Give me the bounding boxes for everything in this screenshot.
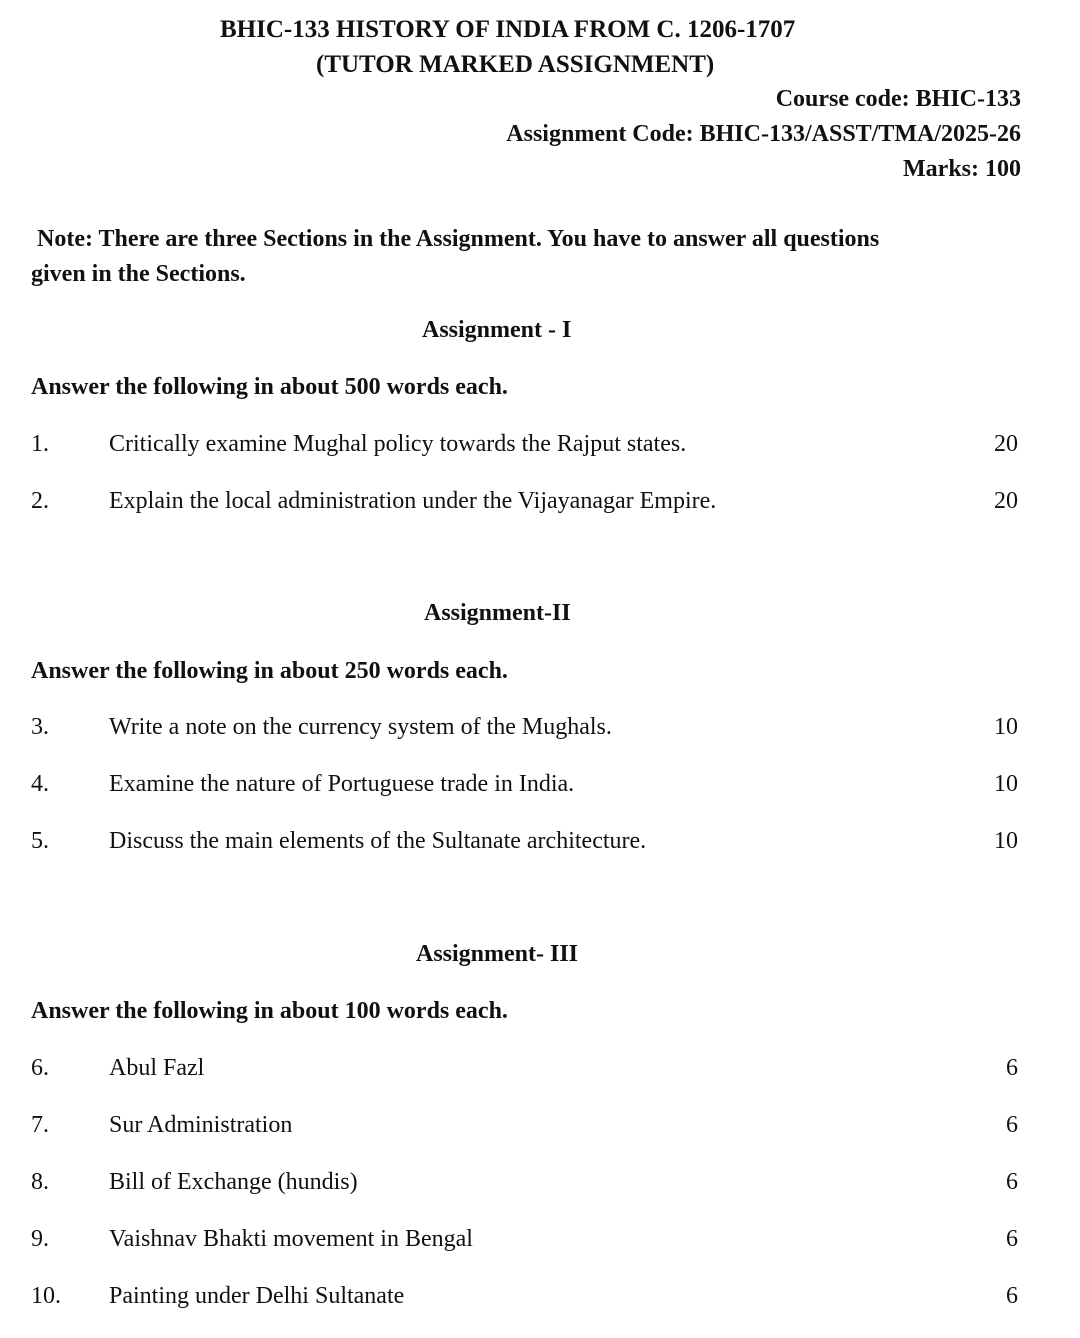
question-number: 6.	[31, 1055, 49, 1081]
document-title: BHIC-133 HISTORY OF INDIA FROM C. 1206-1707	[220, 16, 796, 43]
question-text: Sur Administration	[109, 1112, 293, 1138]
question-marks: 6	[1006, 1169, 1018, 1195]
question-number: 2.	[31, 488, 49, 514]
question-text: Write a note on the currency system of the Mughals.	[109, 714, 612, 740]
section-instruction: Answer the following in about 100 words each.	[31, 998, 508, 1024]
question-marks: 6	[1006, 1283, 1018, 1309]
question-text: Critically examine Mughal policy towards the Rajput states.	[109, 431, 687, 457]
question-text: Vaishnav Bhakti movement in Bengal	[109, 1226, 473, 1252]
question-marks: 6	[1006, 1055, 1018, 1081]
section-heading: Assignment - I	[422, 317, 572, 343]
question-text: Painting under Delhi Sultanate	[109, 1283, 405, 1309]
question-number: 10.	[31, 1283, 61, 1309]
question-marks: 10	[994, 714, 1018, 740]
question-number: 5.	[31, 828, 49, 854]
question-text: Abul Fazl	[109, 1055, 205, 1081]
section-instruction: Answer the following in about 500 words each.	[31, 374, 508, 400]
question-text: Examine the nature of Portuguese trade in India.	[109, 771, 575, 797]
question-marks: 10	[994, 828, 1018, 854]
question-text: Bill of Exchange (hundis)	[109, 1169, 358, 1195]
note-line-1: Note: There are three Sections in the Assignment. You have to answer all questions	[37, 226, 880, 252]
question-marks: 6	[1006, 1112, 1018, 1138]
question-text: Discuss the main elements of the Sultanate architecture.	[109, 828, 647, 854]
question-number: 4.	[31, 771, 49, 797]
question-marks: 6	[1006, 1226, 1018, 1252]
section-instruction: Answer the following in about 250 words each.	[31, 658, 508, 684]
section-heading: Assignment-II	[424, 600, 571, 626]
total-marks: Marks: 100	[903, 156, 1021, 182]
note-line-2: given in the Sections.	[31, 261, 246, 287]
question-number: 1.	[31, 431, 49, 457]
question-number: 7.	[31, 1112, 49, 1138]
question-text: Explain the local administration under the Vijayanagar Empire.	[109, 488, 717, 514]
question-number: 9.	[31, 1226, 49, 1252]
section-heading: Assignment- III	[416, 941, 579, 967]
question-marks: 20	[994, 431, 1018, 457]
question-marks: 10	[994, 771, 1018, 797]
question-marks: 20	[994, 488, 1018, 514]
question-number: 3.	[31, 714, 49, 740]
assignment-code: Assignment Code: BHIC-133/ASST/TMA/2025-26	[506, 121, 1021, 147]
document-subtitle: (TUTOR MARKED ASSIGNMENT)	[316, 51, 715, 78]
question-number: 8.	[31, 1169, 49, 1195]
course-code: Course code: BHIC-133	[775, 86, 1021, 112]
